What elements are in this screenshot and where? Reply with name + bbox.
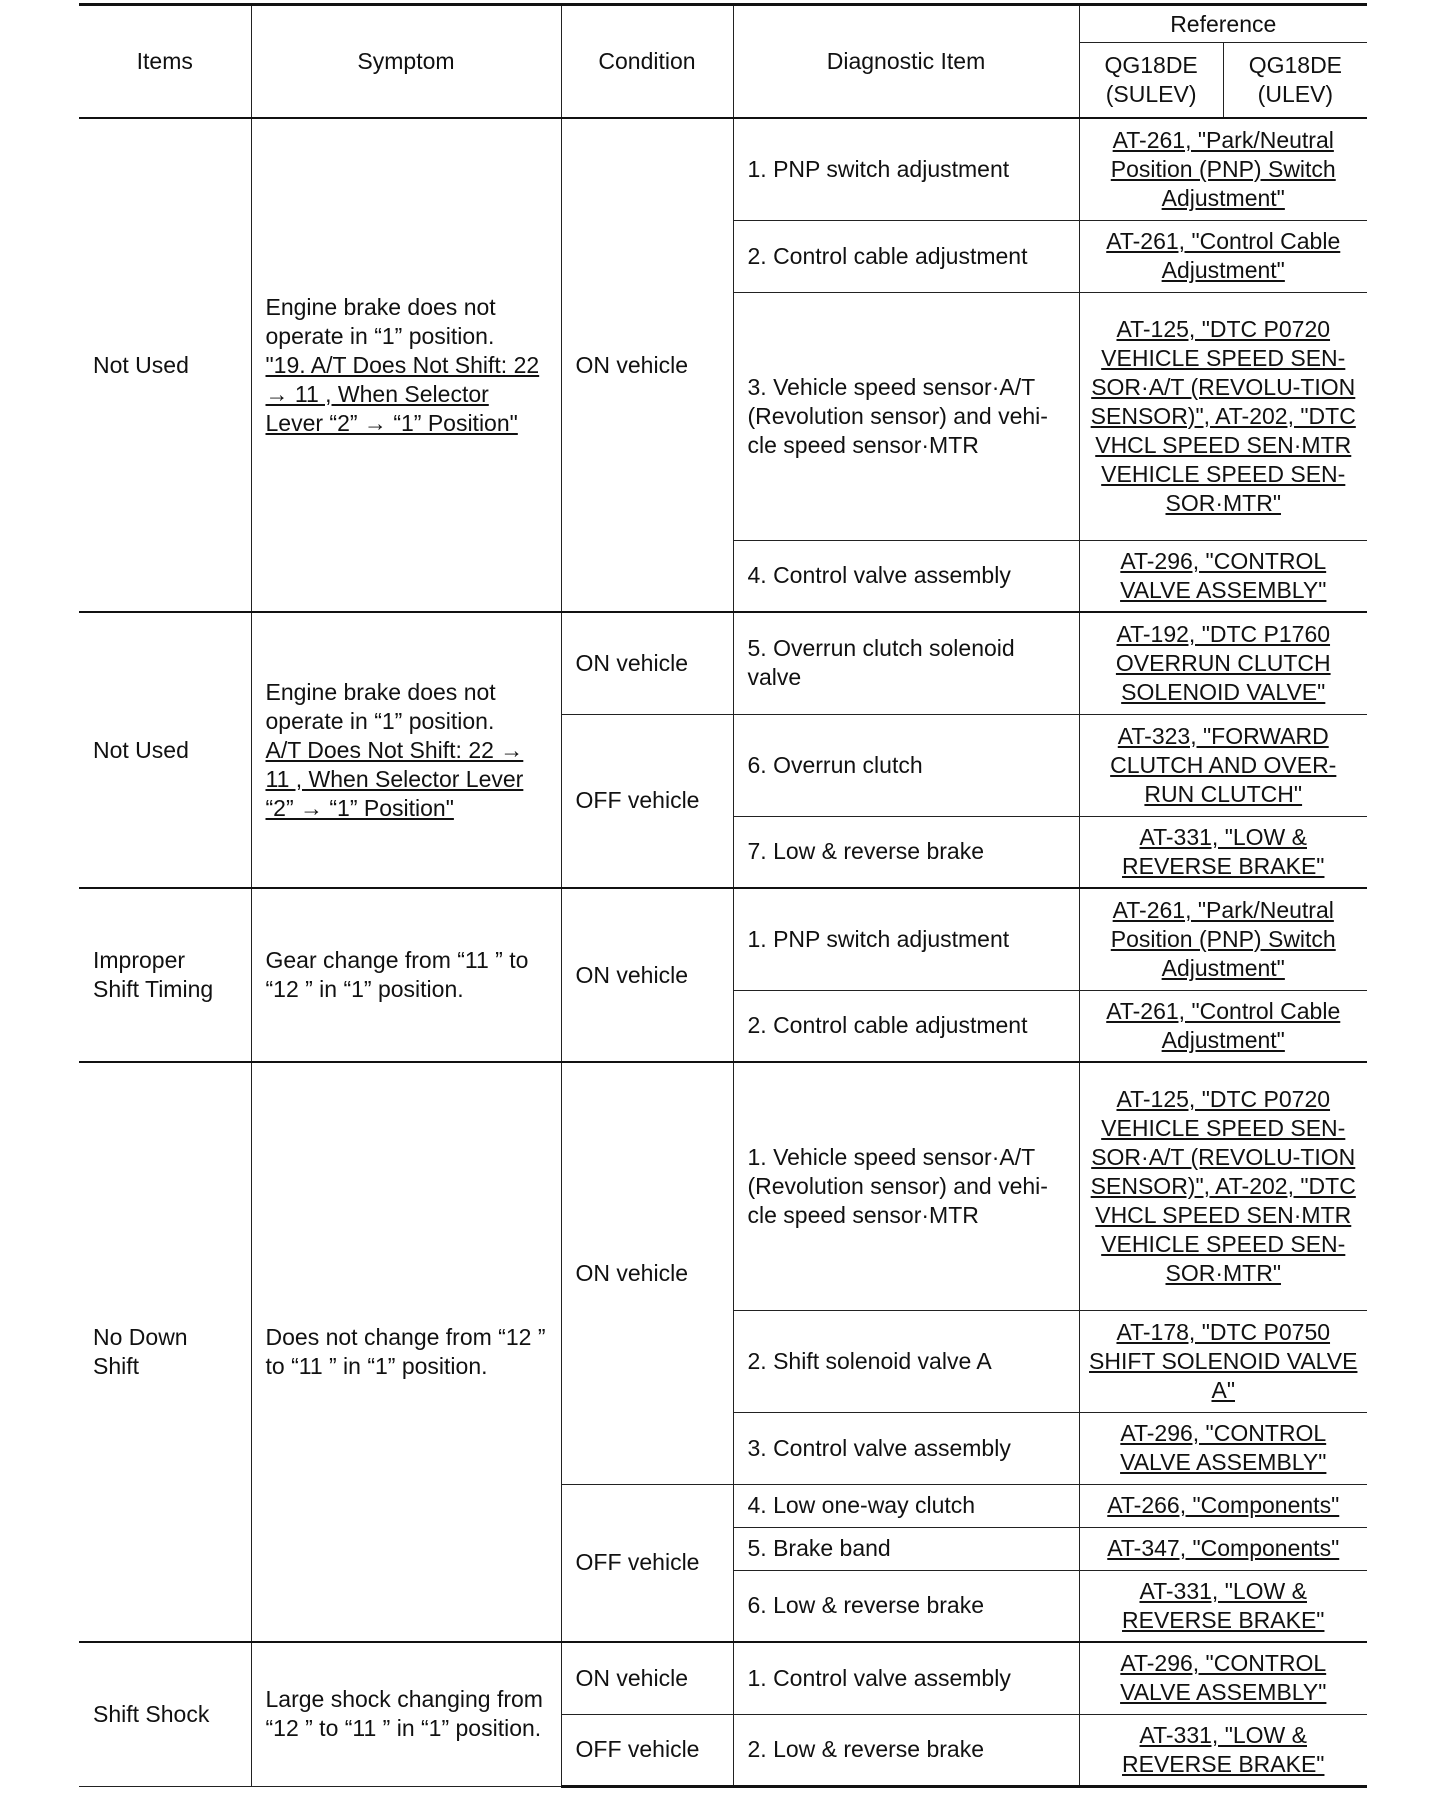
diagnostic-item: 4. Control valve assembly [733,540,1079,612]
symptom-cell [251,612,561,888]
diagnostic-item: 6. Low & reverse brake [733,1570,1079,1642]
header-sulev: QG18DE (SULEV) [1080,43,1224,117]
reference-link-cell [1079,1310,1367,1412]
reference-link[interactable]: AT-192, "DTC P1760 OVERRUN CLUTCH SOLENOID VALVE" [1115,620,1331,705]
condition-cell: OFF vehicle [561,1484,733,1642]
condition-cell: ON vehicle [561,888,733,1062]
condition-cell: ON vehicle [561,1642,733,1714]
reference-link[interactable]: AT-261, "Control Cable Adjustment" [1106,228,1341,283]
header-ulev: QG18DE (ULEV) [1248,52,1343,107]
reference-link-cell [1079,888,1367,990]
reference-link-cell [1079,118,1367,220]
diagnostic-item: 5. Brake band [733,1527,1079,1570]
symptom-cell [251,118,561,612]
condition-cell: ON vehicle [561,1062,733,1484]
reference-link[interactable]: AT-331, "LOW & REVERSE BRAKE" [1122,823,1325,879]
item-cell: No Down Shift [79,1062,251,1642]
diagnosis-table [79,3,1367,1788]
reference-link-cell [1079,1714,1367,1786]
symptom-text: Engine brake does not operate in “1” position. [265,678,496,734]
reference-link-cell [1079,220,1367,292]
diagnostic-item: 1. PNP switch adjustment [733,888,1079,990]
symptom-cell: Gear change from “11 ” to “12 ” in “1” position. [251,888,561,1062]
reference-link[interactable]: AT-331, "LOW & REVERSE BRAKE" [1122,1577,1325,1633]
reference-link-cell [1079,1527,1367,1570]
reference-link-cell [1079,1570,1367,1642]
diagnostic-item: 7. Low & reverse brake [733,816,1079,888]
reference-link-cell [1079,1062,1367,1310]
reference-link-cell [1079,990,1367,1062]
symptom-link[interactable]: "19. A/T Does Not Shift: 22 → 11 , When Selector Lever “2” → “1” Position" [265,351,540,436]
condition-cell: ON vehicle [561,612,733,714]
reference-link[interactable]: AT-331, "LOW & REVERSE BRAKE" [1122,1721,1325,1777]
reference-link[interactable]: AT-347, "Components" [1107,1535,1340,1561]
reference-link[interactable]: AT-178, "DTC P0750 SHIFT SOLENOID VALVE A" [1089,1318,1358,1403]
reference-link[interactable]: AT-261, "Park/Neutral Position (PNP) Switch Adjustment" [1110,896,1336,981]
item-cell: Improper Shift Timing [79,888,251,1062]
diagnosis-table-container [79,3,1367,1788]
header-reference: Reference [1079,5,1367,43]
diagnostic-item: 2. Low & reverse brake [733,1714,1079,1786]
symptom-text: Engine brake does not operate in “1” position. [265,293,496,349]
reference-link-cell [1079,540,1367,612]
reference-link[interactable]: AT-261, "Control Cable Adjustment" [1106,997,1341,1053]
diagnostic-item: 1. PNP switch adjustment [733,118,1079,220]
item-cell: Shift Shock [79,1642,251,1786]
diagnostic-item: 2. Control cable adjustment [733,220,1079,292]
diagnostic-item: 2. Control cable adjustment [733,990,1079,1062]
diagnostic-item: 1. Control valve assembly [733,1642,1079,1714]
condition-cell: OFF vehicle [561,1714,733,1786]
diagnostic-item: 5. Overrun clutch solenoid valve [733,612,1079,714]
header-diagnostic-item: Diagnostic Item [733,5,1079,119]
diagnostic-item: 6. Overrun clutch [733,714,1079,816]
reference-link[interactable]: AT-323, "FORWARD CLUTCH AND OVER-RUN CLUTCH" [1110,722,1337,807]
item-cell: Not Used [79,118,251,612]
reference-link-cell [1079,1484,1367,1527]
reference-link-cell [1079,292,1367,540]
reference-link[interactable]: AT-296, "CONTROL VALVE ASSEMBLY" [1120,547,1327,603]
header-items: Items [79,5,251,119]
reference-link-cell [1079,1642,1367,1714]
reference-link[interactable]: AT-296, "CONTROL VALVE ASSEMBLY" [1120,1650,1327,1706]
diagnostic-item: 4. Low one-way clutch [733,1484,1079,1527]
symptom-cell: Large shock changing from “12 ” to “11 ” in “1” position. [251,1642,561,1786]
reference-link-cell [1079,816,1367,888]
condition-cell: OFF vehicle [561,714,733,888]
diagnostic-item: 3. Control valve assembly [733,1412,1079,1484]
reference-link-cell [1079,612,1367,714]
reference-link-cell [1079,1412,1367,1484]
reference-link-cell [1079,714,1367,816]
symptom-link[interactable]: A/T Does Not Shift: 22 → 11 , When Selector Lever “2” → “1” Position" [265,736,524,821]
reference-link[interactable]: AT-125, "DTC P0720 VEHICLE SPEED SEN-SOR·A/T (REVOLU-TION SENSOR)", AT-202, "DTC VHCL SPEED SEN·MTR VEHICLE SPEED SEN-SOR·MTR" [1090,1085,1356,1286]
header-symptom: Symptom [251,5,561,119]
reference-link[interactable]: AT-266, "Components" [1107,1492,1340,1518]
diagnostic-item: 1. Vehicle speed sensor·A/T (Revolution sensor) and vehi-cle speed sensor·MTR [733,1062,1079,1310]
reference-link[interactable]: AT-261, "Park/Neutral Position (PNP) Switch Adjustment" [1110,126,1336,211]
reference-link[interactable]: AT-125, "DTC P0720 VEHICLE SPEED SEN-SOR·A/T (REVOLU-TION SENSOR)", AT-202, "DTC VHCL SPEED SEN·MTR VEHICLE SPEED SEN-SOR·MTR" [1090,315,1356,516]
symptom-cell: Does not change from “12 ” to “11 ” in “1” position. [251,1062,561,1642]
reference-link[interactable]: AT-296, "CONTROL VALVE ASSEMBLY" [1120,1420,1327,1475]
diagnostic-item: 3. Vehicle speed sensor·A/T (Revolution sensor) and vehi-cle speed sensor·MTR [733,292,1079,540]
header-condition: Condition [561,5,733,119]
item-cell: Not Used [79,612,251,888]
condition-cell: ON vehicle [561,118,733,612]
diagnostic-item: 2. Shift solenoid valve A [733,1310,1079,1412]
